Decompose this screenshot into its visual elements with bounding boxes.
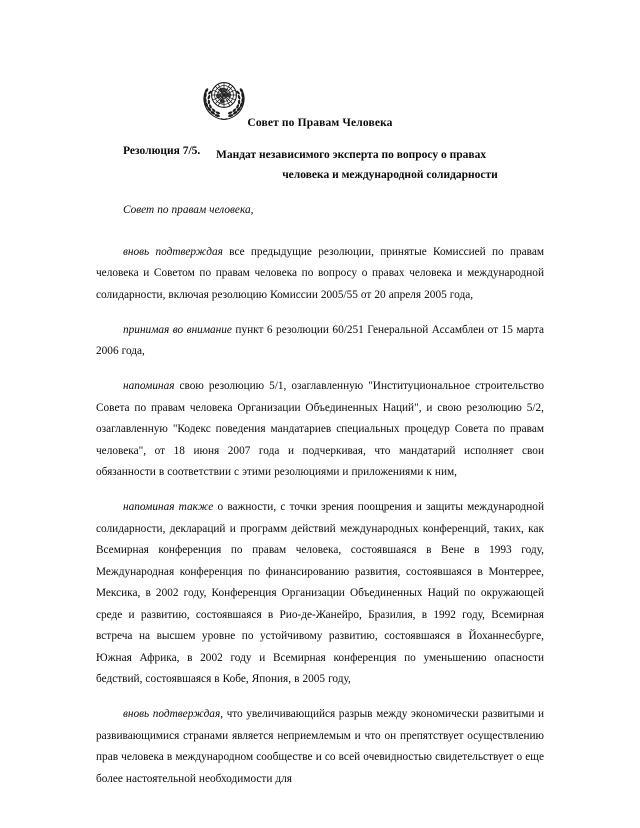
paragraph-lead-in: принимая во внимание (123, 323, 232, 336)
paragraph-text: свою резолюцию 5/1, озаглавленную "Институциональное строительство Совета по правам человека Организации Объединенных Наций", и свою резолюцию 5/2, озаглавленную "Кодекс поведения мандатариев специальных процедур Совета по правам человека", от 18 июня 2007 года и подчеркивая, что мандатарий исполняет свои обязанности в соответствии с этими резолюциями и приложениями к ним, (96, 380, 544, 478)
paragraph-lead-in: напоминая (123, 380, 175, 392)
preambular-paragraph (96, 320, 544, 363)
preambular-paragraph (96, 242, 544, 307)
paragraph-text: пункт 6 резолюции 60/251 Генеральной Ассамблеи от 15 марта 2006 года, (96, 323, 544, 357)
resolution-number: Резолюция 7/5. (123, 145, 201, 157)
resolution-body (96, 200, 544, 790)
paragraph-lead-in: напоминая также (123, 501, 214, 513)
resolution-row (96, 145, 548, 185)
paragraph-lead-in: вновь подтверждая (123, 708, 221, 720)
resolution-title (216, 145, 548, 185)
preambular-paragraph (96, 497, 544, 691)
council-heading: Совет по Правам Человека (247, 117, 393, 129)
paragraph-text: о важности, с точки зрения поощрения и защиты международной солидарности, деклараций и программ действий международных конференций, таких, как Всемирная конференция по правам человека, состоявшаяся в Вене в 1993 году, Международная конференция по финансированию развития, состоявшаяся в Монтеррее, Мексика, в 2002 году, Конференция Организации Объединенных Наций по окружающей среде и развитию, состоявшаяся в Рио-де-Жанейро, Бразилия, в 1992 году, Всемирная встреча на высшем уровне по устойчивому развитию, состоявшаяся в Йоханнесбурге, Южная Африка, в 2002 году и Всемирная конференция по уменьшению опасности бедствий, состоявшаяся в Кобе, Япония, в 2005 году, (96, 501, 545, 685)
paragraph-text: , что увеличивающийся разрыв между экономически развитыми и развивающимися странами является неприемлемым и что он препятствует осуществлению прав человека в международном сообществе и со всей очевидностью свидетельствует о еще более настоятельной необходимости для (96, 708, 544, 785)
resolution-title-line-2: человека и международной солидарности (282, 169, 498, 181)
resolution-header (96, 145, 548, 185)
opening-line: Совет по правам человека, (123, 204, 254, 216)
paragraph-lead-in: вновь подтверждая (123, 245, 223, 258)
preambular-paragraph (96, 376, 544, 484)
resolution-title-line-1: Мандат независимого эксперта по вопросу о правах (216, 149, 487, 161)
un-emblem-icon (198, 76, 250, 122)
preambular-paragraph (96, 704, 544, 790)
paragraph-text: все предыдущие резолюции, принятые Комиссией по правам человека и Советом по правам человека по вопросу о правах человека и международной солидарности, включая резолюцию Комиссии 2005/55 от 20 апреля 2005 года, (96, 245, 544, 301)
